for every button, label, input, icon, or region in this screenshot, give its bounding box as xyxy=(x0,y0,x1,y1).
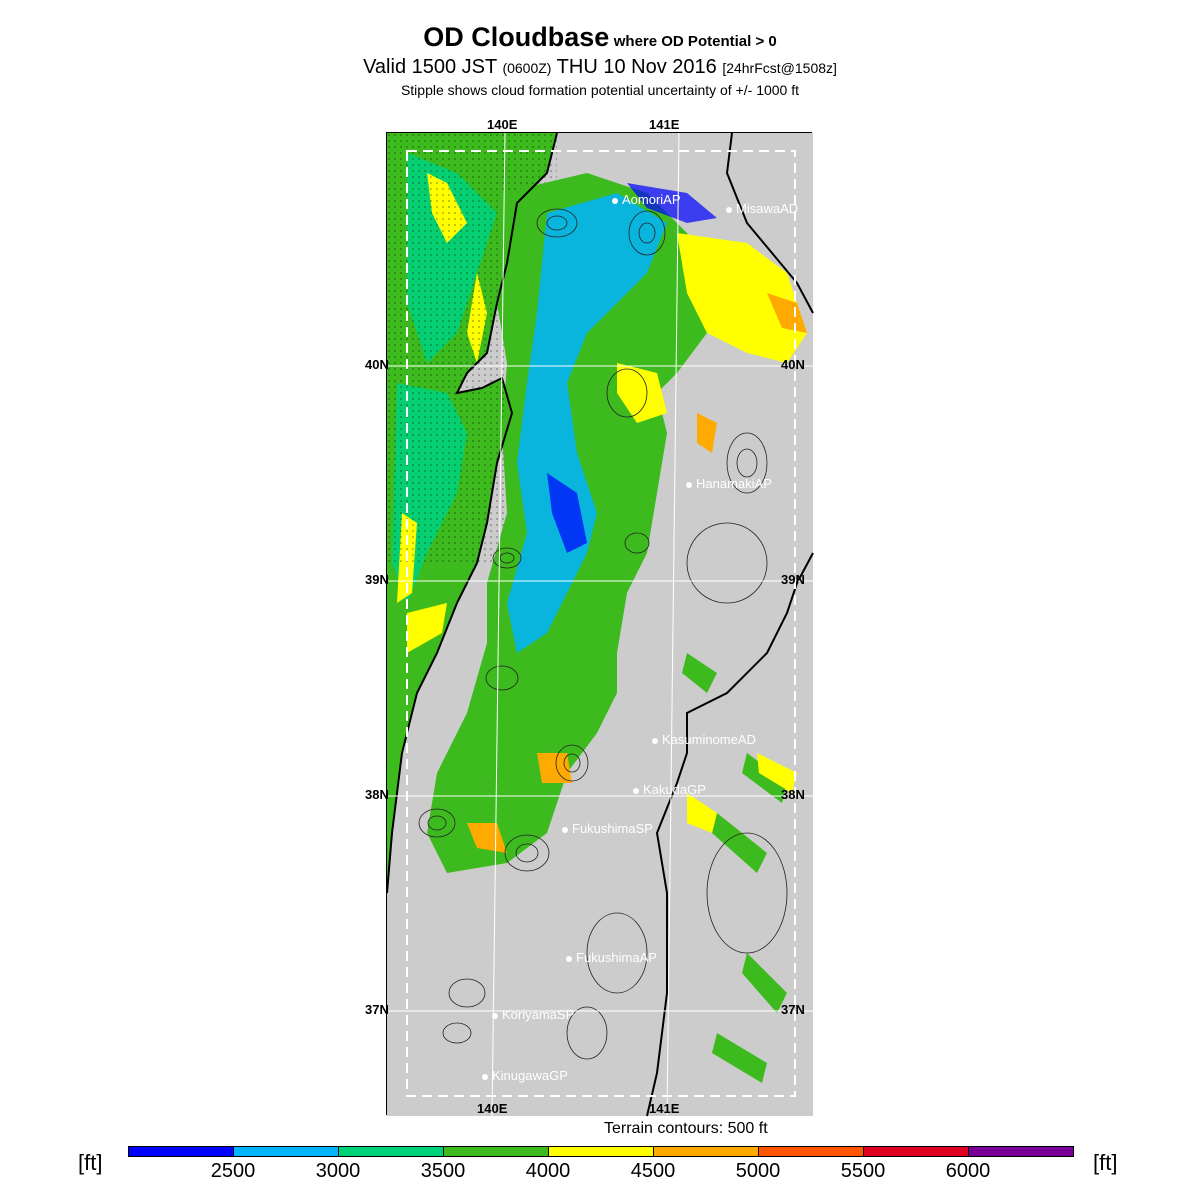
lon-label-140e-bottom: 140E xyxy=(477,1101,508,1116)
colorbar-tick-label: 5000 xyxy=(735,1160,781,1182)
terrain-note: Terrain contours: 500 ft xyxy=(604,1120,768,1137)
valid-time xyxy=(0,56,1200,79)
colorbar-tick-label: 3000 xyxy=(315,1160,361,1182)
station-dot xyxy=(566,956,572,962)
colorbar-unit-left: [ft] xyxy=(78,1150,103,1175)
lon-label-141e-bottom: 141E xyxy=(649,1101,680,1116)
map-panel xyxy=(365,117,812,1116)
station-dot xyxy=(562,827,568,833)
colorbar-segment xyxy=(128,1146,234,1157)
valid-prefix: Valid 1500 JST xyxy=(363,56,497,78)
colorbar-tick-label: 5500 xyxy=(840,1160,886,1182)
colorbar-tick-label: 2500 xyxy=(210,1160,256,1182)
valid-zulu: (0600Z) xyxy=(502,60,552,76)
colorbar-segment xyxy=(653,1146,759,1157)
valid-date: THU 10 Nov 2016 xyxy=(556,56,717,78)
station-label: MisawaAD xyxy=(736,201,799,216)
station-dot xyxy=(726,207,732,213)
lat-label-39n-right: 39N xyxy=(781,572,805,587)
forecast-tag: [24hrFcst@1508z] xyxy=(722,60,837,76)
station-label: KasuminomeAD xyxy=(662,732,756,747)
title-main: OD Cloudbase xyxy=(423,22,610,52)
colorbar-segment xyxy=(233,1146,339,1157)
lon-label-140e-top: 140E xyxy=(487,117,518,132)
map-graphic xyxy=(387,133,813,1116)
colorbar-segment xyxy=(968,1146,1074,1157)
colorbar-tick-label: 3500 xyxy=(420,1160,466,1182)
station-dot xyxy=(482,1074,488,1080)
colorbar-segment xyxy=(548,1146,654,1157)
station-dot xyxy=(492,1013,498,1019)
lat-label-39n: 39N xyxy=(365,572,389,587)
station-label: HanamakiAP xyxy=(696,476,772,491)
station-dot xyxy=(686,482,692,488)
colorbar-segment xyxy=(863,1146,969,1157)
lat-label-40n-right: 40N xyxy=(781,357,805,372)
station-label: FukushimaAP xyxy=(576,950,657,965)
station-dot xyxy=(633,788,639,794)
colorbar-unit-right: [ft] xyxy=(1093,1150,1118,1175)
lat-label-38n-right: 38N xyxy=(781,787,805,802)
station-label: KinugawaGP xyxy=(492,1068,568,1083)
colorbar-tick-label: 4500 xyxy=(630,1160,676,1182)
station-dot xyxy=(652,738,658,744)
lat-label-37n-right: 37N xyxy=(781,1002,805,1017)
colorbar-tick-label: 4000 xyxy=(525,1160,571,1182)
lat-label-38n: 38N xyxy=(365,787,389,802)
title-suffix: where OD Potential > 0 xyxy=(613,33,777,50)
station-label: FukushimaSP xyxy=(572,821,653,836)
station-dot xyxy=(612,198,618,204)
colorbar-segment xyxy=(758,1146,864,1157)
subtitle: Stipple shows cloud formation potential uncertainty of +/- 1000 ft xyxy=(400,82,800,98)
colorbar-tick-label: 6000 xyxy=(945,1160,991,1182)
colorbar-segment xyxy=(443,1146,549,1157)
lat-label-40n: 40N xyxy=(365,357,389,372)
station-label: KakudaGP xyxy=(643,782,706,797)
chart-title xyxy=(0,22,1200,53)
station-label: AomoriAP xyxy=(622,192,681,207)
lat-label-37n: 37N xyxy=(365,1002,389,1017)
station-label: KoriyamaSP xyxy=(502,1007,575,1022)
lon-label-141e-top: 141E xyxy=(649,117,680,132)
colorbar-segment xyxy=(338,1146,444,1157)
